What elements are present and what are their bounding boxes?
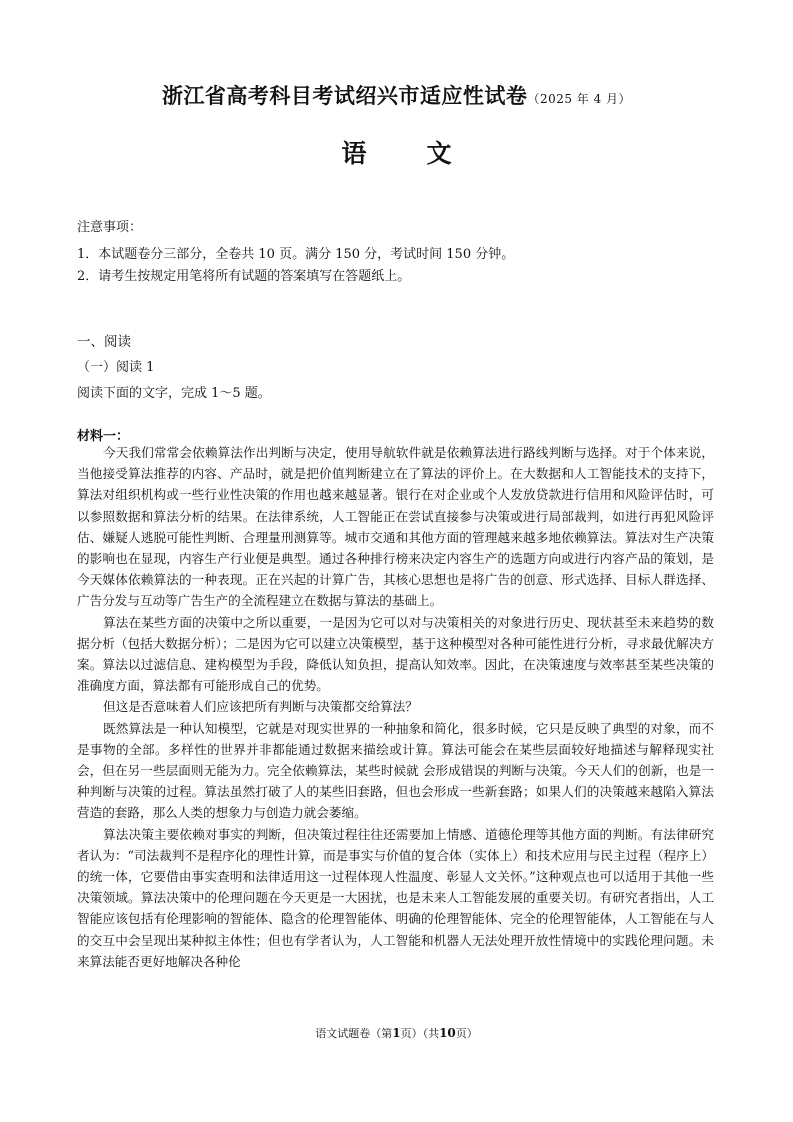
paragraph: 算法在某些方面的决策中之所以重要，一是因为它可以对与决策相关的对象进行历史、现状甚至未来趋势的数据分析（包括大数据分析）；二是因为它可以建立决策模型，基于这种模型对各种可能性进行分析，寻求最优解决方案。算法以过滤信息、建构模型为手段，降低认知负担，提高认知效率。因此，在决策速度与效率甚至某些决策的准确度方面，算法都有可能形成自己的优势。	[77, 614, 714, 694]
footer-middle: 页）（共	[400, 1027, 440, 1040]
page-footer	[0, 1025, 793, 1041]
paragraph: 今天我们常常会依赖算法作出判断与决定，使用导航软件就是依赖算法进行路线判断与选择。对于个体来说，当他接受算法推荐的内容、产品时，就是把价值判断建立在了算法的评价上。在大数据和人工智能技术的支持下，算法对组织机构或一些行业性决策的作用也越来越显著。银行在对企业或个人发放贷款进行信用和风险评估时，可以参照数据和算法分析的结果。在法律系统，人工智能正在尝试直接参与决策或进行局部裁判，如进行再犯风险评估、嫌疑人逃脱可能性判断、合理量刑测算等。城市交通和其他方面的管理越来越多地依赖算法。算法对生产决策的影响也在显现，内容生产行业便是典型。通过各种排行榜来决定内容生产的选题方向或进行内容产品的策划，是今天媒体依赖算法的一种表现。正在兴起的计算广告，其核心思想也是将广告的创意、形式选择、目标人群选择、广告分发与互动等广告生产的全流程建立在数据与算法的基础上。	[77, 445, 714, 609]
notice-heading: 注意事项：	[77, 220, 143, 235]
subject-char: 文	[426, 139, 452, 168]
reading-instruction: 阅读下面的文字，完成 1～5 题。	[77, 386, 271, 401]
footer-prefix: 语文试题卷（第	[315, 1027, 393, 1040]
subsection-heading: （一）阅读 1	[77, 360, 155, 375]
material-label: 材料一：	[77, 429, 130, 444]
paragraph: 既然算法是一种认知模型，它就是对现实世界的一种抽象和简化，很多时候，它只是反映了典型的对象，而不是事物的全部。多样性的世界并非都能通过数据来描绘或计算。算法可能会在某些层面较好地描述与解释现实社会，但在另一些层面则无能为力。完全依赖算法，某些时候就 会形成错误的判断与决策。今天人们的创新，也是一种判断与决策的过程。算法虽然打破了人的某些旧套路，但也会形成一些新套路；如果人们的决策越来越陷入算法营造的套路，那么人类的想象力与创造力就会萎缩。	[77, 720, 714, 821]
exam-title-text: 浙江省高考科目考试绍兴市适应性试卷	[161, 83, 528, 108]
notice-item: 2．请考生按规定用笔将所有试题的答案填写在答题纸上。	[77, 269, 411, 284]
exam-title	[0, 80, 793, 110]
subject-heading	[0, 134, 793, 170]
notice-item: 1．本试题卷分三部分，全卷共 10 页。满分 150 分，考试时间 150 分钟。	[77, 247, 515, 262]
material-body	[77, 442, 714, 972]
paragraph: 但这是否意味着人们应该把所有判断与决策都交给算法？	[103, 699, 418, 715]
exam-date: （2025 年 4 月）	[527, 92, 632, 106]
footer-total-pages: 10	[439, 1026, 456, 1040]
subject-char: 语	[341, 139, 367, 168]
footer-suffix: 页）	[455, 1027, 478, 1040]
paragraph: 算法决策主要依赖对事实的判断，但决策过程往往还需要加上情感、道德伦理等其他方面的判断。有法律研究者认为：“司法裁判不是程序化的理性计算，而是事实与价值的复合体（实体上）和技术应用与民主过程（程序上）的统一体，它要借由事实查明和法律适用这一过程体现人性温度、彰显人文关怀。”这种观点也可以适用于其他一些决策领域。算法决策中的伦理问题在今天更是一大困扰，也是未来人工智能发展的重要关切。有研究者指出，人工智能应该包括有伦理影响的智能体、隐含的伦理智能体、明确的伦理智能体、完全的伦理智能体，人工智能在与人的交互中会呈现出某种拟主体性；但也有学者认为，人工智能和机器人无法处理开放性情境中的实践伦理问题。未来算法能否更好地解决各种伦	[77, 826, 714, 969]
section-heading: 一、阅读	[77, 334, 131, 350]
footer-page-number: 1	[392, 1026, 401, 1040]
